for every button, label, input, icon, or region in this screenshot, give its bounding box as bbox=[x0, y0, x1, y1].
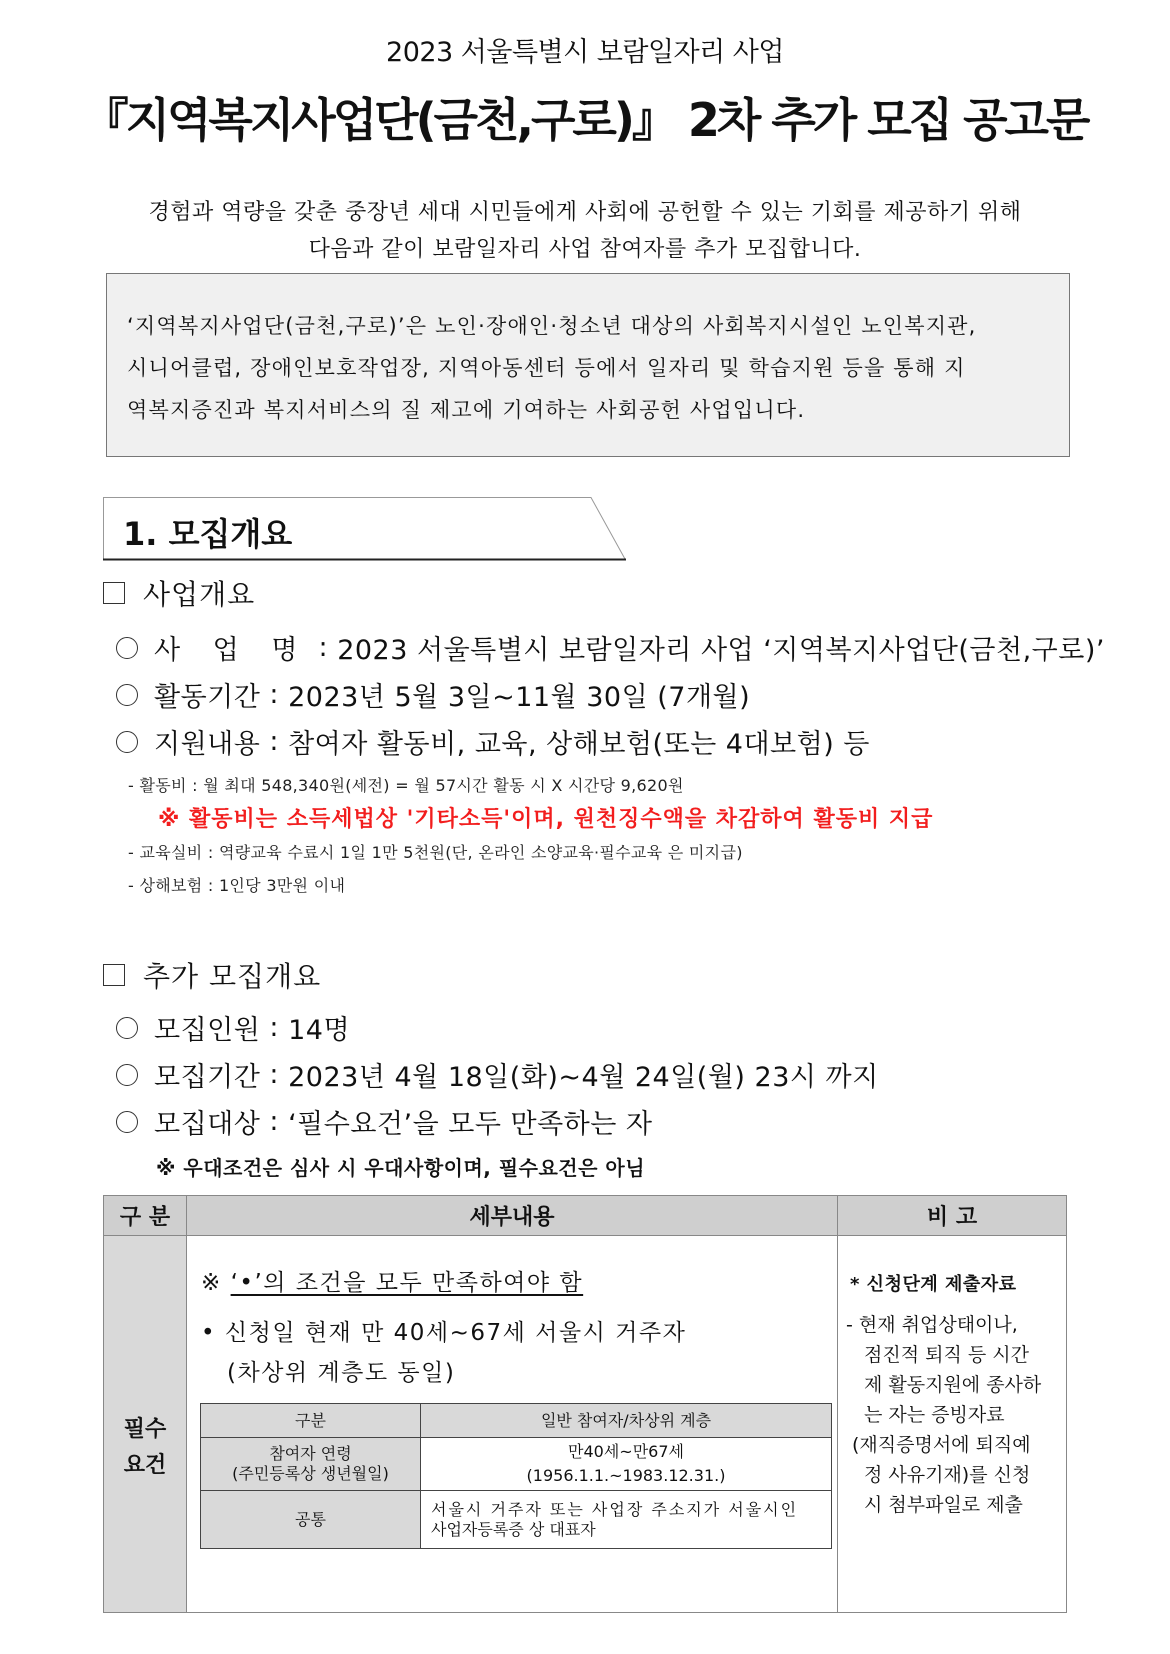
subtable-row-age: 참여자 연령 (주민등록상 생년월일) 만40세~만67세 (1956.1.1.~1983.12.31.) bbox=[201, 1438, 832, 1491]
additional-recruitment-heading: 추가 모집개요 bbox=[103, 955, 321, 995]
requirement-condition-note: ※ ‘•’의 조건을 모두 만족하여야 함 bbox=[201, 1270, 584, 1296]
intro-line-2: 다음과 같이 보람일자리 사업 참여자를 추가 모집합니다. bbox=[308, 237, 862, 262]
recruit-item-count: 모집인원 : 14명 bbox=[116, 1008, 350, 1047]
overview-item-name: 사 업 명 : 2023 서울특별시 보람일자리 사업 ‘지역복지사업단(금천,구로)’ bbox=[116, 628, 1105, 667]
circle-bullet-icon bbox=[116, 1064, 138, 1086]
table-header-category: 구 분 bbox=[104, 1196, 187, 1236]
subtable-header-row: 구분 일반 참여자/차상위 계층 bbox=[201, 1404, 832, 1438]
requirements-table bbox=[103, 1195, 1067, 1613]
overview-item-support: 지원내용 : 참여자 활동비, 교육, 상해보험(또는 4대보험) 등 bbox=[116, 722, 870, 761]
intro-line-1: 경험과 역량을 갖춘 중장년 세대 시민들에게 사회에 공헌할 수 있는 기회를 제공하기 위해 bbox=[148, 200, 1022, 225]
section-heading bbox=[103, 497, 626, 561]
preference-note: ※ 우대조건은 심사 시 우대사항이며, 필수요건은 아님 bbox=[156, 1156, 646, 1180]
square-bullet-icon bbox=[103, 964, 125, 986]
circle-bullet-icon bbox=[116, 1017, 138, 1039]
overview-item-period: 활동기간 : 2023년 5월 3일~11월 30일 (7개월) bbox=[116, 675, 750, 714]
summary-line-2: 시니어클럽, 장애인보호작업장, 지역아동센터 등에서 일자리 및 학습지원 등을 통해 지 bbox=[127, 356, 966, 380]
summary-line-3: 역복지증진과 복지서비스의 질 제고에 기여하는 사회공헌 사업입니다. bbox=[127, 398, 806, 422]
document-subtitle: 2023 서울특별시 보람일자리 사업 bbox=[386, 37, 784, 68]
circle-bullet-icon bbox=[116, 684, 138, 706]
circle-bullet-icon bbox=[116, 1111, 138, 1133]
requirement-near-poverty-note: (차상위 계층도 동일) bbox=[227, 1360, 456, 1386]
document-title: 『지역복지사업단(금천,구로)』 2차 추가 모집 공고문 bbox=[82, 93, 1088, 147]
recruit-item-target: 모집대상 : ‘필수요건’을 모두 만족하는 자 bbox=[116, 1102, 653, 1141]
subtable-row-common: 공통 서울시 거주자 또는 사업장 주소지가 서울시인 사업자등록증 상 대표자 bbox=[201, 1491, 832, 1549]
remarks-cell bbox=[838, 1236, 1066, 1612]
requirement-age-residency: • 신청일 현재 만 40세~67세 서울시 거주자 bbox=[201, 1320, 687, 1346]
insurance-detail: - 상해보험 : 1인당 3만원 이내 bbox=[128, 876, 346, 895]
eligibility-subtable bbox=[200, 1403, 832, 1549]
circle-bullet-icon bbox=[116, 731, 138, 753]
recruit-item-period: 모집기간 : 2023년 4월 18일(화)~4월 24일(월) 23시 까지 bbox=[116, 1055, 879, 1094]
table-header-remarks: 비 고 bbox=[838, 1196, 1066, 1236]
remarks-title: * 신청단계 제출자료 bbox=[850, 1274, 1017, 1295]
square-bullet-icon bbox=[103, 582, 125, 604]
summary-line-1: ‘지역복지사업단(금천,구로)’은 노인·장애인·청소년 대상의 사회복지시설인 노인복지관, bbox=[127, 314, 977, 338]
section-title: 1. 모집개요 bbox=[123, 515, 293, 553]
table-header-details: 세부내용 bbox=[187, 1196, 838, 1236]
business-overview-heading: 사업개요 bbox=[103, 573, 255, 613]
activity-fee-detail: - 활동비 : 월 최대 548,340원(세전) = 월 57시간 활동 시 X 시간당 9,620원 bbox=[128, 776, 684, 795]
remarks-text: - 현재 취업상태이나, 점진적 퇴직 등 시간 제 활동지원에 종사하 는 자는 증빙자료 (재직증명서에 퇴직예 정 사유기재)를 신청 시 첨부파일로 제출 bbox=[846, 1314, 1042, 1516]
circle-bullet-icon bbox=[116, 637, 138, 659]
education-fee-detail: - 교육실비 : 역량교육 수료시 1일 1만 5천원(단, 온라인 소양교육·필수교육 은 미지급) bbox=[128, 843, 743, 862]
tax-warning: ※ 활동비는 소득세법상 '기타소득'이며, 원천징수액을 차감하여 활동비 지급 bbox=[158, 807, 934, 832]
row-label-required: 필수 요건 bbox=[104, 1236, 187, 1612]
requirement-details-cell bbox=[187, 1236, 838, 1612]
project-summary-box bbox=[106, 273, 1070, 457]
